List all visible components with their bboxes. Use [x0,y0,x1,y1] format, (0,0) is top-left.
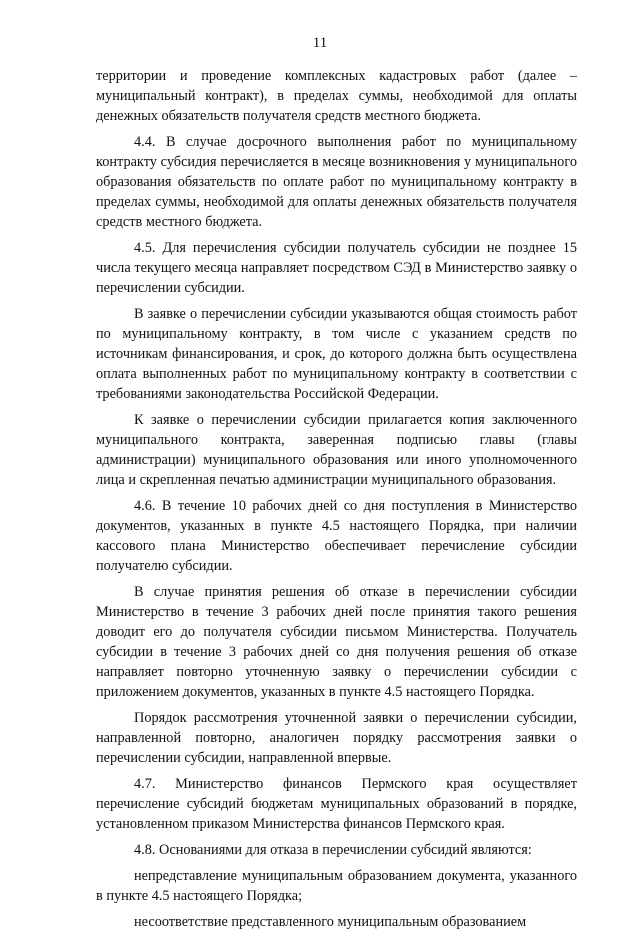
document-body [96,66,577,938]
paragraph-repeat-request: Порядок рассмотрения уточненной заявки о перечислении субсидии, направленной повторно, аналогичен порядку рассмотрения заявки о перечислении субсидии, направленной впервые. [96,710,577,766]
list-item-non-submission: непредставление муниципальным образованием документа, указанного в пункте 4.5 настоящего Порядка; [96,868,577,904]
paragraph-4-4: 4.4. В случае досрочного выполнения работ по муниципальному контракту субсидия перечисляется в месяце возникновения у муниципального образования обязательств по оплате работ по муниципальному контракту в пределах суммы, необходимой для оплаты денежных обязательств получателя средств местного бюджета. [96,134,577,230]
list-item-non-compliance: несоответствие представленного муниципальным образованием [134,914,527,930]
paragraph-4-6: 4.6. В течение 10 рабочих дней со дня поступления в Министерство документов, указанных в пункте 4.5 настоящего Порядка, при наличии кассового плана Министерство обеспечивает перечисление субсидии получателю субсидии. [96,498,577,574]
paragraph-refusal: В случае принятия решения об отказе в перечислении субсидии Министерство в течение 3 рабочих дней после принятия такого решения доводит его до получателя субсидии письмом Министерства. Получатель субсидии в течение 3 рабочих дней со дня получения решения об отказе направляет повторно уточненную заявку о перечислении субсидии с приложением документов, указанных в пункте 4.5 настоящего Порядка. [96,584,577,700]
paragraph-request-contents: В заявке о перечислении субсидии указываются общая стоимость работ по муниципальному контракту, в том числе с указанием средств по источникам финансирования, и срок, до которого должна быть осуществлена оплата выполненных работ по муниципальному контракту в соответствии с требованиями законодательства Российской Федерации. [96,306,577,402]
paragraph-4-7: 4.7. Министерство финансов Пермского края осуществляет перечисление субсидий бюджетам муниципальных образований в порядке, установленном приказом Министерства финансов Пермского края. [96,776,577,832]
paragraph-request-attachments: К заявке о перечислении субсидии прилагается копия заключенного муниципального контракта, заверенная подписью главы (главы администрации) муниципального образования или иного уполномоченного лица и скрепленная печатью администрации муниципального образования. [96,412,577,488]
page-number: 11 [312,35,328,51]
paragraph-4-8: 4.8. Основаниями для отказа в перечислении субсидий являются: [134,842,532,858]
paragraph-4-5: 4.5. Для перечисления субсидии получатель субсидии не позднее 15 числа текущего месяца направляет посредством СЭД в Министерство заявку о перечислении субсидии. [96,240,577,296]
paragraph-continuation: территории и проведение комплексных кадастровых работ (далее – муниципальный контракт), в пределах суммы, необходимой для оплаты денежных обязательств получателя средств местного бюджета. [96,68,577,124]
